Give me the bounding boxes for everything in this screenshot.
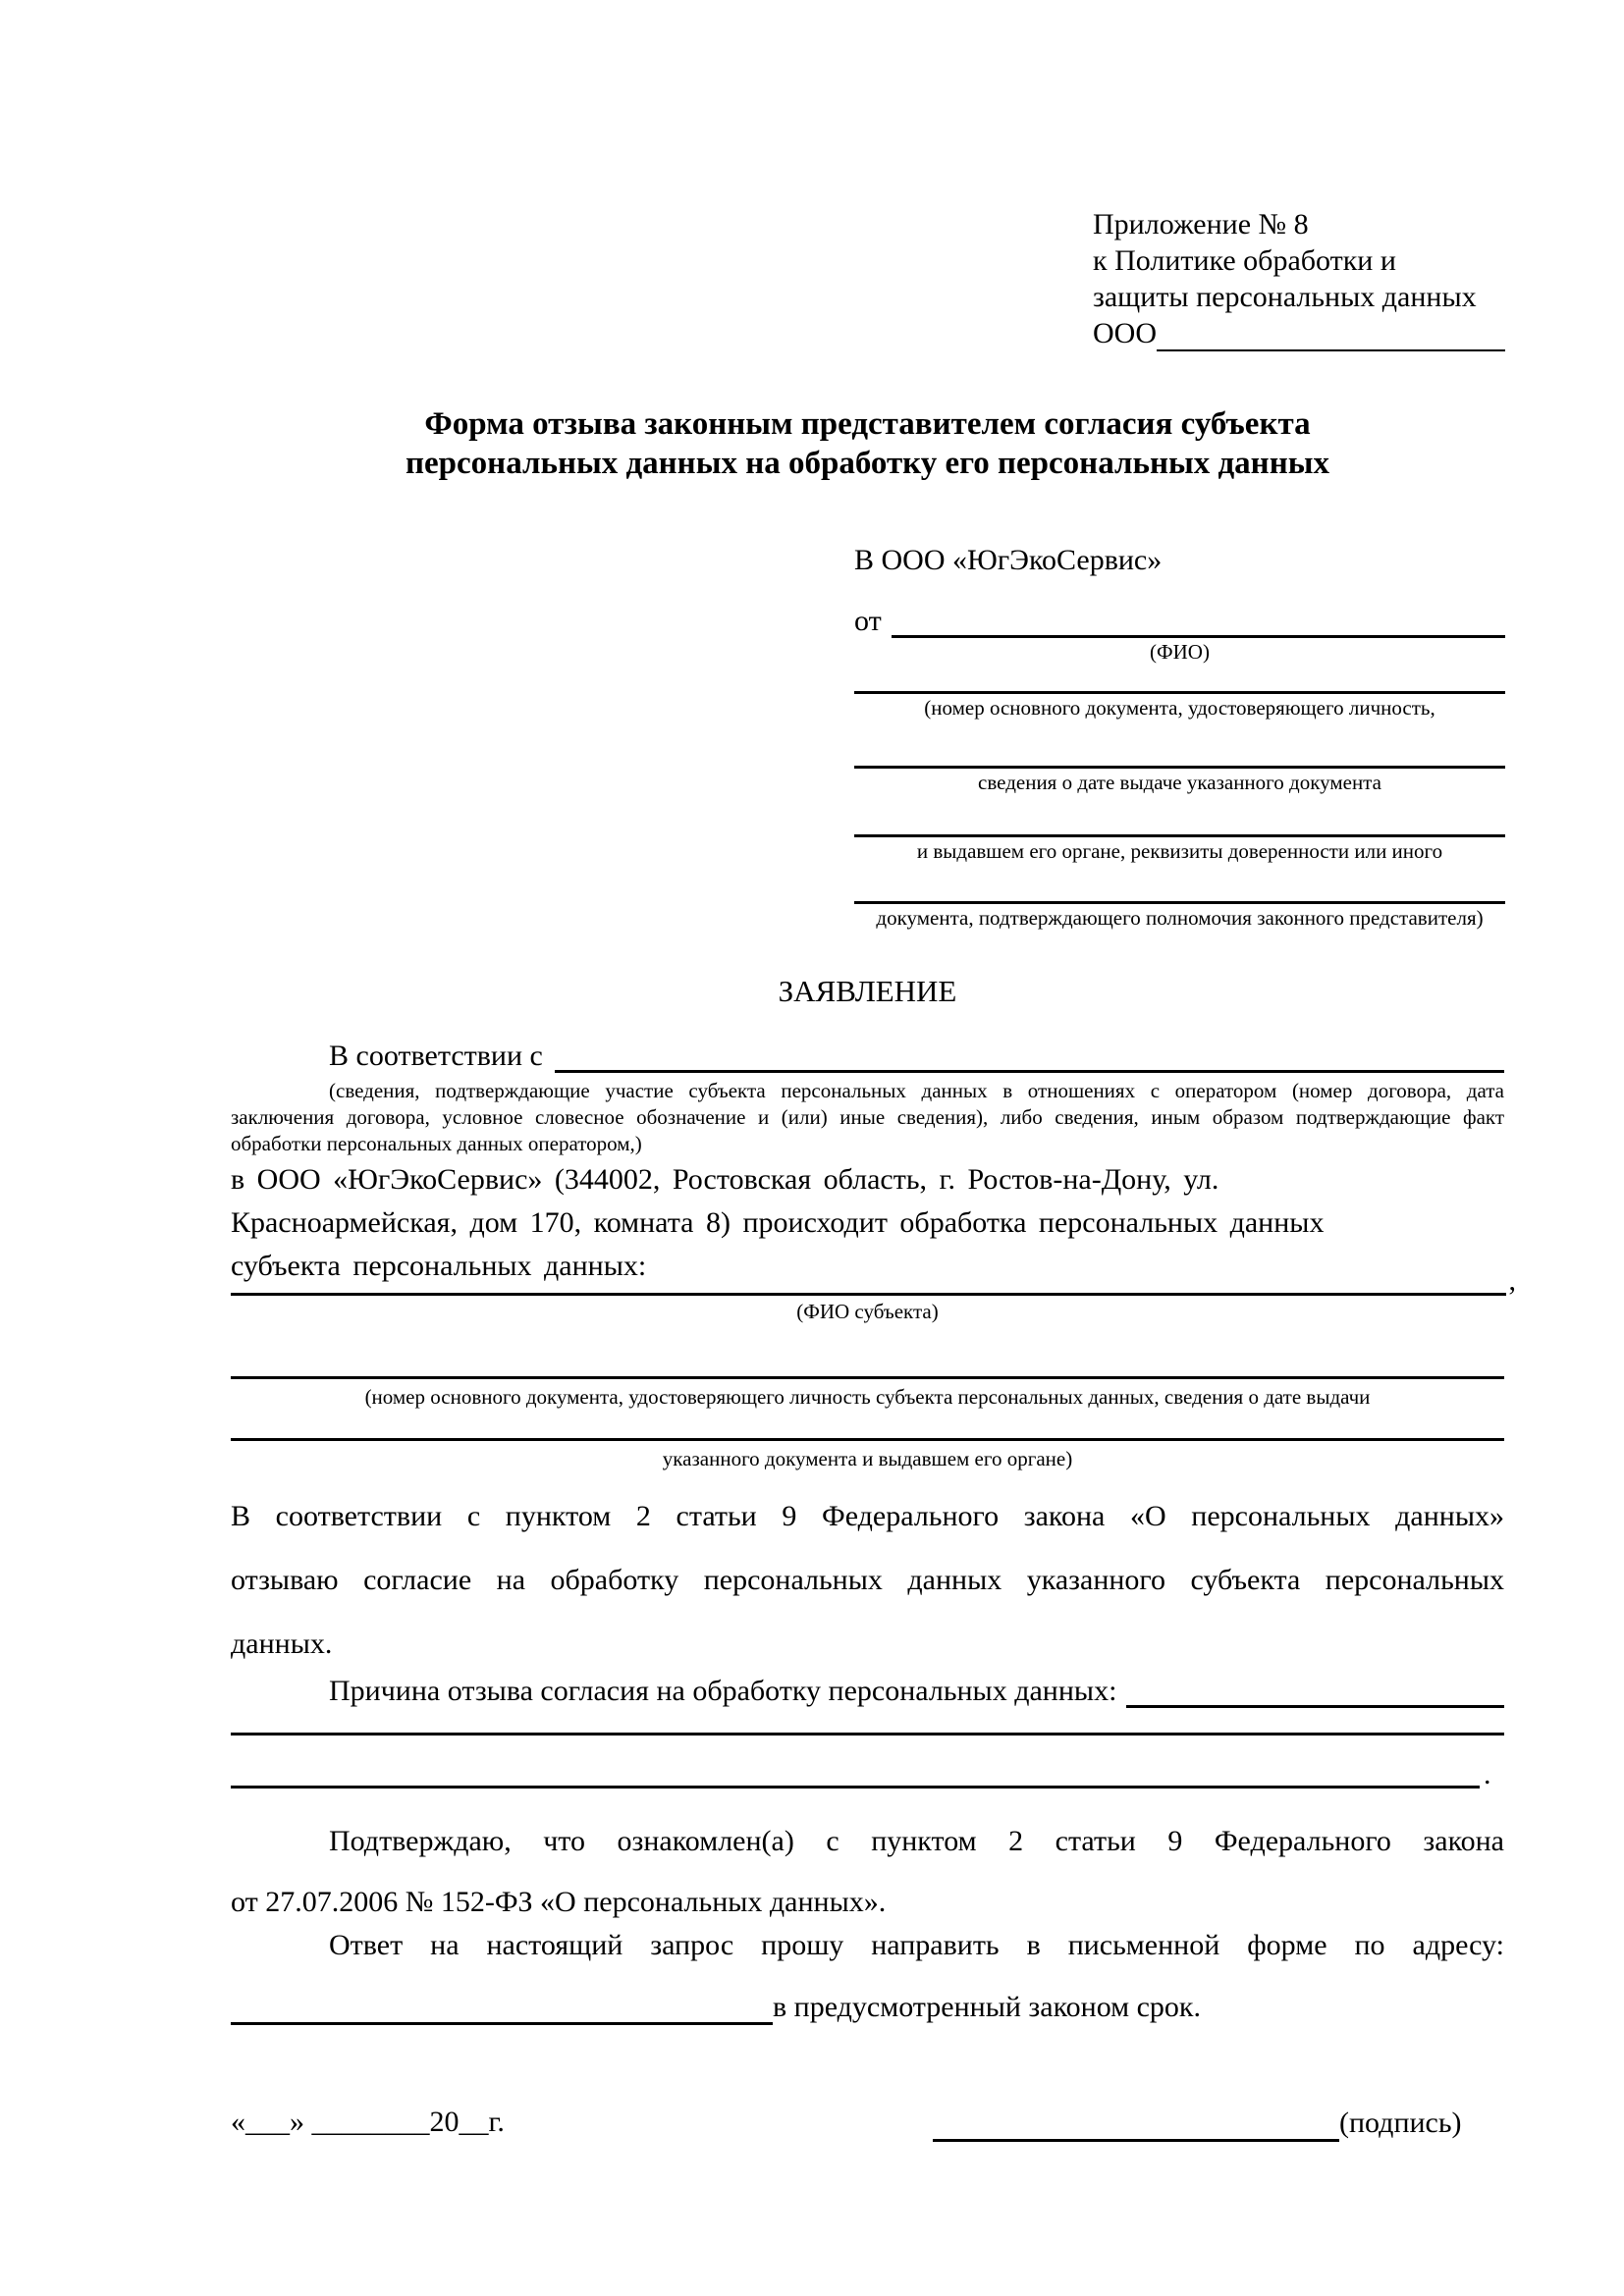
subject-fio-blank-line (231, 1261, 1506, 1296)
blank-line (854, 691, 1505, 694)
accordance-note (231, 1078, 1504, 1157)
blank-line (231, 1376, 1504, 1379)
in-accordance-blank-line (555, 1037, 1504, 1073)
caption-subject-fio: (ФИО субъекта) (796, 1300, 939, 1323)
accordance-note-line-1: (сведения, подтверждающие участие субъекта персональных данных в отношениях с оператором (номер договора, дата (329, 1079, 1504, 1102)
reason-blank-row (231, 1757, 1504, 1789)
form-title (231, 404, 1504, 483)
reason-blank-line (1126, 1670, 1504, 1708)
operator-paragraph-line-2: Красноармейская, дом 170, комната 8) происходит обработка персональных данных (231, 1206, 1325, 1239)
subject-fio-block (231, 1264, 1516, 1324)
annex-line-1: Приложение № 8 (1093, 208, 1309, 240)
signature-caption: (подпись) (1339, 2107, 1462, 2139)
address-row (231, 1988, 1504, 2025)
address-blank-line (231, 1989, 773, 2025)
withdrawal-paragraph (231, 1484, 1504, 1676)
from-blank-line (892, 604, 1505, 638)
signature-group (933, 2103, 1462, 2142)
footer-row (231, 2103, 1504, 2144)
caption-subject-doc-2: указанного документа и выдавшем его органе) (662, 1447, 1073, 1470)
blank-line (854, 766, 1505, 769)
caption-doc-issuer: и выдавшем его органе, реквизиты доверенности или иного (916, 839, 1443, 863)
caption-doc-date: сведения о дате выдаче указанного документа (978, 771, 1381, 794)
form-title-line-2: персональных данных на обработку его персональных данных (406, 446, 1329, 481)
company-blank-line (1157, 320, 1505, 351)
blank-line (854, 834, 1505, 837)
reply-tail: в предусмотренный законом срок. (773, 1991, 1201, 2023)
caption-fio: (ФИО) (1150, 640, 1210, 664)
subject-doc-block-1 (231, 1376, 1504, 1410)
operator-paragraph-line-3: субъекта персональных данных: (231, 1250, 647, 1282)
reason-row (231, 1669, 1504, 1708)
blank-line (854, 901, 1505, 904)
from-row (854, 603, 1505, 638)
accordance-note-line-3: обработки персональных данных оператором,) (231, 1132, 642, 1155)
statement-heading: ЗАЯВЛЕНИЕ (778, 974, 957, 1008)
confirmation-line-1: Подтверждаю, что ознакомлен(а) с пунктом 2 статьи 9 Федерального закона (329, 1825, 1504, 1857)
in-accordance-row (231, 1036, 1504, 1073)
caption-doc-authority: документа, подтверждающего полномочия законного представителя) (876, 906, 1484, 930)
blank-line (231, 1733, 1504, 1735)
accordance-note-line-2: заключения договора, условное словесное обозначение и (или) иные сведения), либо сведения, иным образом подтверждающие факт (231, 1105, 1504, 1129)
operator-paragraph-line-1: в ООО «ЮгЭкоСервис» (344002, Ростовская область, г. Ростов-на-Дону, ул. (231, 1163, 1219, 1196)
subject-fio-comma: , (1508, 1264, 1516, 1297)
confirmation-line-2: от 27.07.2006 № 152-ФЗ «О персональных данных». (231, 1886, 887, 1918)
reply-paragraph: Ответ на настоящий запрос прошу направить в письменной форме по адресу: (329, 1929, 1504, 1961)
in-accordance-label: В соответствии с (329, 1040, 543, 1072)
signature-blank-line (933, 2106, 1339, 2142)
annex-company-row (1093, 315, 1505, 351)
form-title-line-1: Форма отзыва законным представителем согласия субъекта (424, 406, 1311, 442)
annex-line-2: к Политике обработки и (1093, 244, 1396, 277)
reason-period: . (1484, 1758, 1491, 1790)
subject-doc-block-2 (231, 1438, 1504, 1471)
withdrawal-line-1: В соответствии с пунктом 2 статьи 9 Федерального закона «О персональных данных» (231, 1500, 1504, 1532)
withdrawal-line-2: отзываю согласие на обработку персональных данных указанного субъекта персональных (231, 1564, 1504, 1596)
annex-note (1093, 206, 1505, 351)
annex-line-3: защиты персональных данных (1093, 281, 1477, 313)
caption-subject-doc-1: (номер основного документа, удостоверяющего личность субъекта персональных данных, сведения о дате выдачи (364, 1385, 1371, 1409)
withdrawal-line-3: данных. (231, 1628, 333, 1660)
blank-line (231, 1438, 1504, 1441)
date-blank-line: «___» ________20__г. (231, 2106, 505, 2138)
addressee-block (854, 544, 1505, 931)
reason-label: Причина отзыва согласия на обработку персональных данных: (329, 1675, 1117, 1707)
caption-doc-number: (номер основного документа, удостоверяющего личность, (924, 696, 1435, 720)
confirmation-paragraph (231, 1811, 1504, 1933)
company-prefix: ООО (1093, 317, 1157, 349)
addressee-to: В ООО «ЮгЭкоСервис» (854, 544, 1163, 576)
blank-line (231, 1756, 1480, 1789)
from-label: от (854, 605, 882, 637)
subject-fio-row (231, 1264, 1516, 1296)
